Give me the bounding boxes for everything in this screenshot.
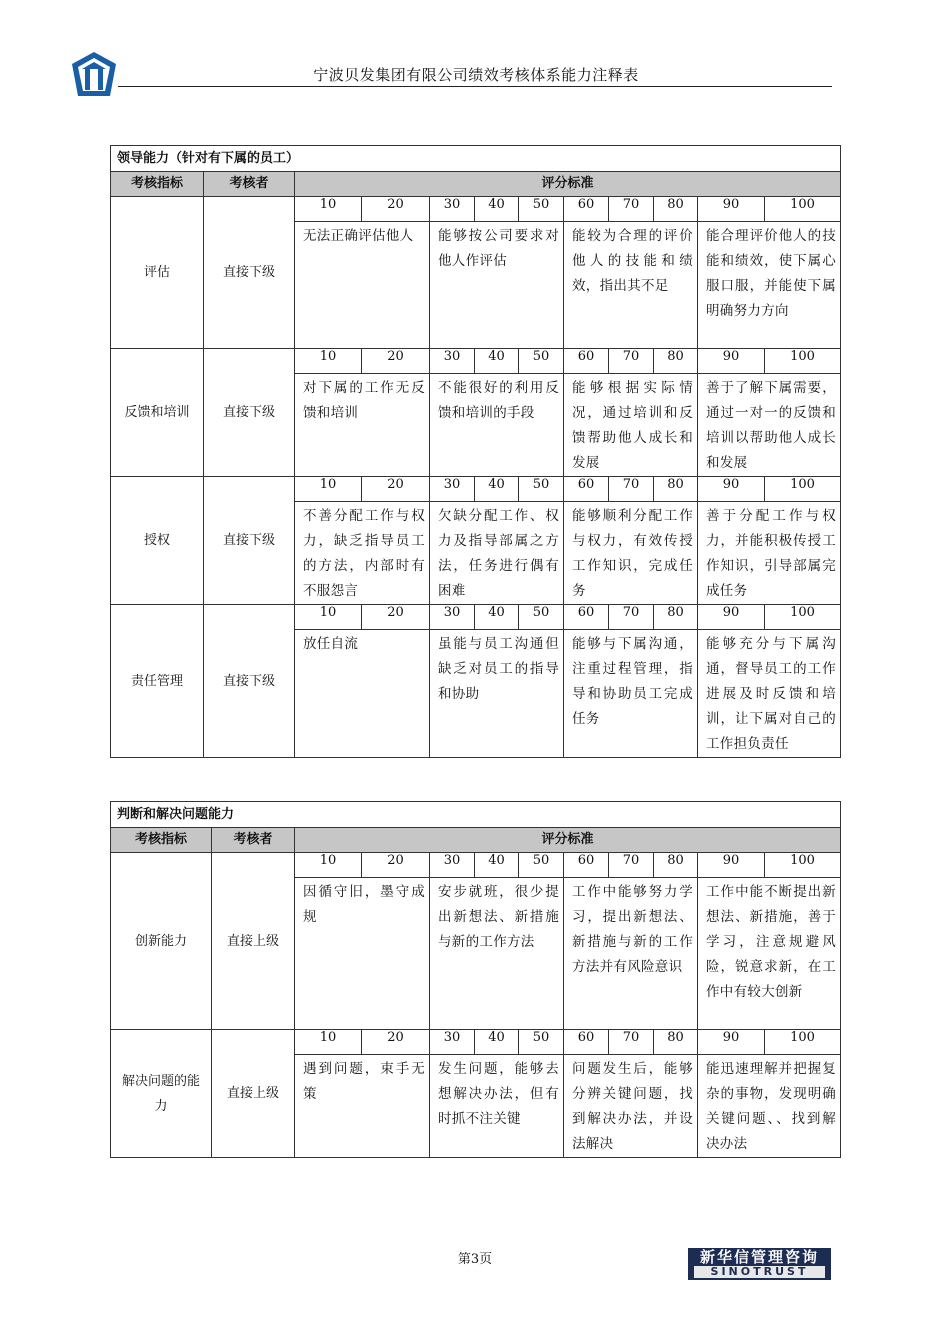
score-10: 10: [295, 477, 362, 502]
score-90: 90: [698, 605, 765, 630]
company-logo-icon: [70, 50, 118, 98]
score-50: 50: [519, 477, 564, 502]
header-rule: [118, 86, 832, 87]
indicator-name: 反馈和培训: [111, 349, 204, 477]
score-60: 60: [564, 605, 609, 630]
brand-name-en: SINOTRUST: [694, 1266, 825, 1278]
level-description: 放任自流: [295, 630, 430, 758]
problem-solving-table: [110, 801, 841, 1158]
score-20: 20: [362, 197, 430, 222]
score-90: 90: [698, 477, 765, 502]
score-100: 100: [765, 1030, 841, 1055]
score-70: 70: [609, 1030, 654, 1055]
score-60: 60: [564, 349, 609, 374]
score-50: 50: [519, 605, 564, 630]
score-70: 70: [609, 605, 654, 630]
score-30: 30: [430, 197, 475, 222]
rater-name: 直接下级: [204, 197, 295, 349]
rater-name: 直接下级: [204, 605, 295, 758]
score-100: 100: [765, 605, 841, 630]
score-80: 80: [654, 349, 698, 374]
level-description: 对下属的工作无反馈和培训: [295, 374, 430, 477]
score-40: 40: [475, 197, 519, 222]
score-60: 60: [564, 197, 609, 222]
level-description: 安步就班，很少提出新想法、新措施与新的工作方法: [430, 878, 564, 1030]
score-30: 30: [430, 349, 475, 374]
column-header-standard: 评分标准: [295, 828, 841, 853]
column-header-indicator: 考核指标: [111, 172, 204, 197]
score-30: 30: [430, 605, 475, 630]
score-100: 100: [765, 477, 841, 502]
score-70: 70: [609, 197, 654, 222]
score-40: 40: [475, 853, 519, 878]
level-description: 能合理评价他人的技能和绩效，使下属心服口服，并能使下属明确努力方向: [698, 222, 841, 349]
score-50: 50: [519, 853, 564, 878]
score-100: 100: [765, 197, 841, 222]
level-description: 能迅速理解并把握复杂的事物，发现明确关键问题、、找到解决办法: [698, 1055, 841, 1158]
score-50: 50: [519, 349, 564, 374]
level-description: 无法正确评估他人: [295, 222, 430, 349]
level-description: 因循守旧，墨守成规: [295, 878, 430, 1030]
level-description: 欠缺分配工作、权力及指导部属之方法，任务进行偶有困难: [430, 502, 564, 605]
score-60: 60: [564, 853, 609, 878]
score-50: 50: [519, 197, 564, 222]
score-90: 90: [698, 1030, 765, 1055]
sinotrust-logo: [688, 1248, 831, 1280]
rater-name: 直接上级: [212, 853, 295, 1030]
score-20: 20: [362, 349, 430, 374]
score-10: 10: [295, 853, 362, 878]
score-10: 10: [295, 1030, 362, 1055]
score-10: 10: [295, 349, 362, 374]
indicator-name: 解决问题的能力: [111, 1030, 212, 1158]
score-100: 100: [765, 349, 841, 374]
score-20: 20: [362, 477, 430, 502]
level-description: 问题发生后，能够分辨关键问题，找到解决办法，并设法解决: [564, 1055, 698, 1158]
score-50: 50: [519, 1030, 564, 1055]
score-20: 20: [362, 605, 430, 630]
score-70: 70: [609, 477, 654, 502]
score-90: 90: [698, 349, 765, 374]
brand-name-cn: 新华信管理咨询: [699, 1248, 819, 1266]
level-description: 工作中能够努力学习，提出新想法、新措施与新的工作方法并有风险意识: [564, 878, 698, 1030]
section-title: 判断和解决问题能力: [111, 802, 841, 828]
rater-name: 直接下级: [204, 349, 295, 477]
level-description: 善于分配工作与权力，并能积极传授工作知识，引导部属完成任务: [698, 502, 841, 605]
score-90: 90: [698, 853, 765, 878]
score-80: 80: [654, 853, 698, 878]
score-70: 70: [609, 853, 654, 878]
column-header-standard: 评分标准: [295, 172, 841, 197]
indicator-name: 授权: [111, 477, 204, 605]
level-description: 善于了解下属需要，通过一对一的反馈和培训以帮助他人成长和发展: [698, 374, 841, 477]
indicator-name: 责任管理: [111, 605, 204, 758]
column-header-rater: 考核者: [204, 172, 295, 197]
score-30: 30: [430, 1030, 475, 1055]
score-40: 40: [475, 477, 519, 502]
level-description: 不善分配工作与权力，缺乏指导员工的方法，内部时有不服怨言: [295, 502, 430, 605]
level-description: 能够按公司要求对他人作评估: [430, 222, 564, 349]
column-header-rater: 考核者: [212, 828, 295, 853]
score-80: 80: [654, 1030, 698, 1055]
score-80: 80: [654, 197, 698, 222]
score-70: 70: [609, 349, 654, 374]
level-description: 能较为合理的评价他人的技能和绩效，指出其不足: [564, 222, 698, 349]
score-80: 80: [654, 477, 698, 502]
score-20: 20: [362, 1030, 430, 1055]
score-10: 10: [295, 197, 362, 222]
score-40: 40: [475, 349, 519, 374]
level-description: 遇到问题，束手无策: [295, 1055, 430, 1158]
score-100: 100: [765, 853, 841, 878]
score-90: 90: [698, 197, 765, 222]
score-80: 80: [654, 605, 698, 630]
score-10: 10: [295, 605, 362, 630]
level-description: 能够顺利分配工作与权力，有效传授工作知识，完成任务: [564, 502, 698, 605]
level-description: 不能很好的利用反馈和培训的手段: [430, 374, 564, 477]
score-60: 60: [564, 1030, 609, 1055]
level-description: 工作中能不断提出新想法、新措施，善于学习，注意规避风险，锐意求新，在工作中有较大创新: [698, 878, 841, 1030]
score-40: 40: [475, 605, 519, 630]
column-header-indicator: 考核指标: [111, 828, 212, 853]
level-description: 能够充分与下属沟通，督导员工的工作进展及时反馈和培训，让下属对自己的工作担负责任: [698, 630, 841, 758]
level-description: 发生问题，能够去想解决办法，但有时抓不注关键: [430, 1055, 564, 1158]
score-30: 30: [430, 853, 475, 878]
level-description: 能够根据实际情况，通过培训和反馈帮助他人成长和发展: [564, 374, 698, 477]
leadership-table: [110, 145, 841, 758]
indicator-name: 创新能力: [111, 853, 212, 1030]
document-title: 宁波贝发集团有限公司绩效考核体系能力注释表: [313, 66, 639, 84]
rater-name: 直接下级: [204, 477, 295, 605]
page-number: 第3页: [457, 1252, 493, 1267]
score-30: 30: [430, 477, 475, 502]
score-40: 40: [475, 1030, 519, 1055]
rater-name: 直接上级: [212, 1030, 295, 1158]
level-description: 能够与下属沟通，注重过程管理，指导和协助员工完成任务: [564, 630, 698, 758]
score-60: 60: [564, 477, 609, 502]
score-20: 20: [362, 853, 430, 878]
indicator-name: 评估: [111, 197, 204, 349]
section-title: 领导能力（针对有下属的员工）: [111, 146, 841, 172]
level-description: 虽能与员工沟通但缺乏对员工的指导和协助: [430, 630, 564, 758]
